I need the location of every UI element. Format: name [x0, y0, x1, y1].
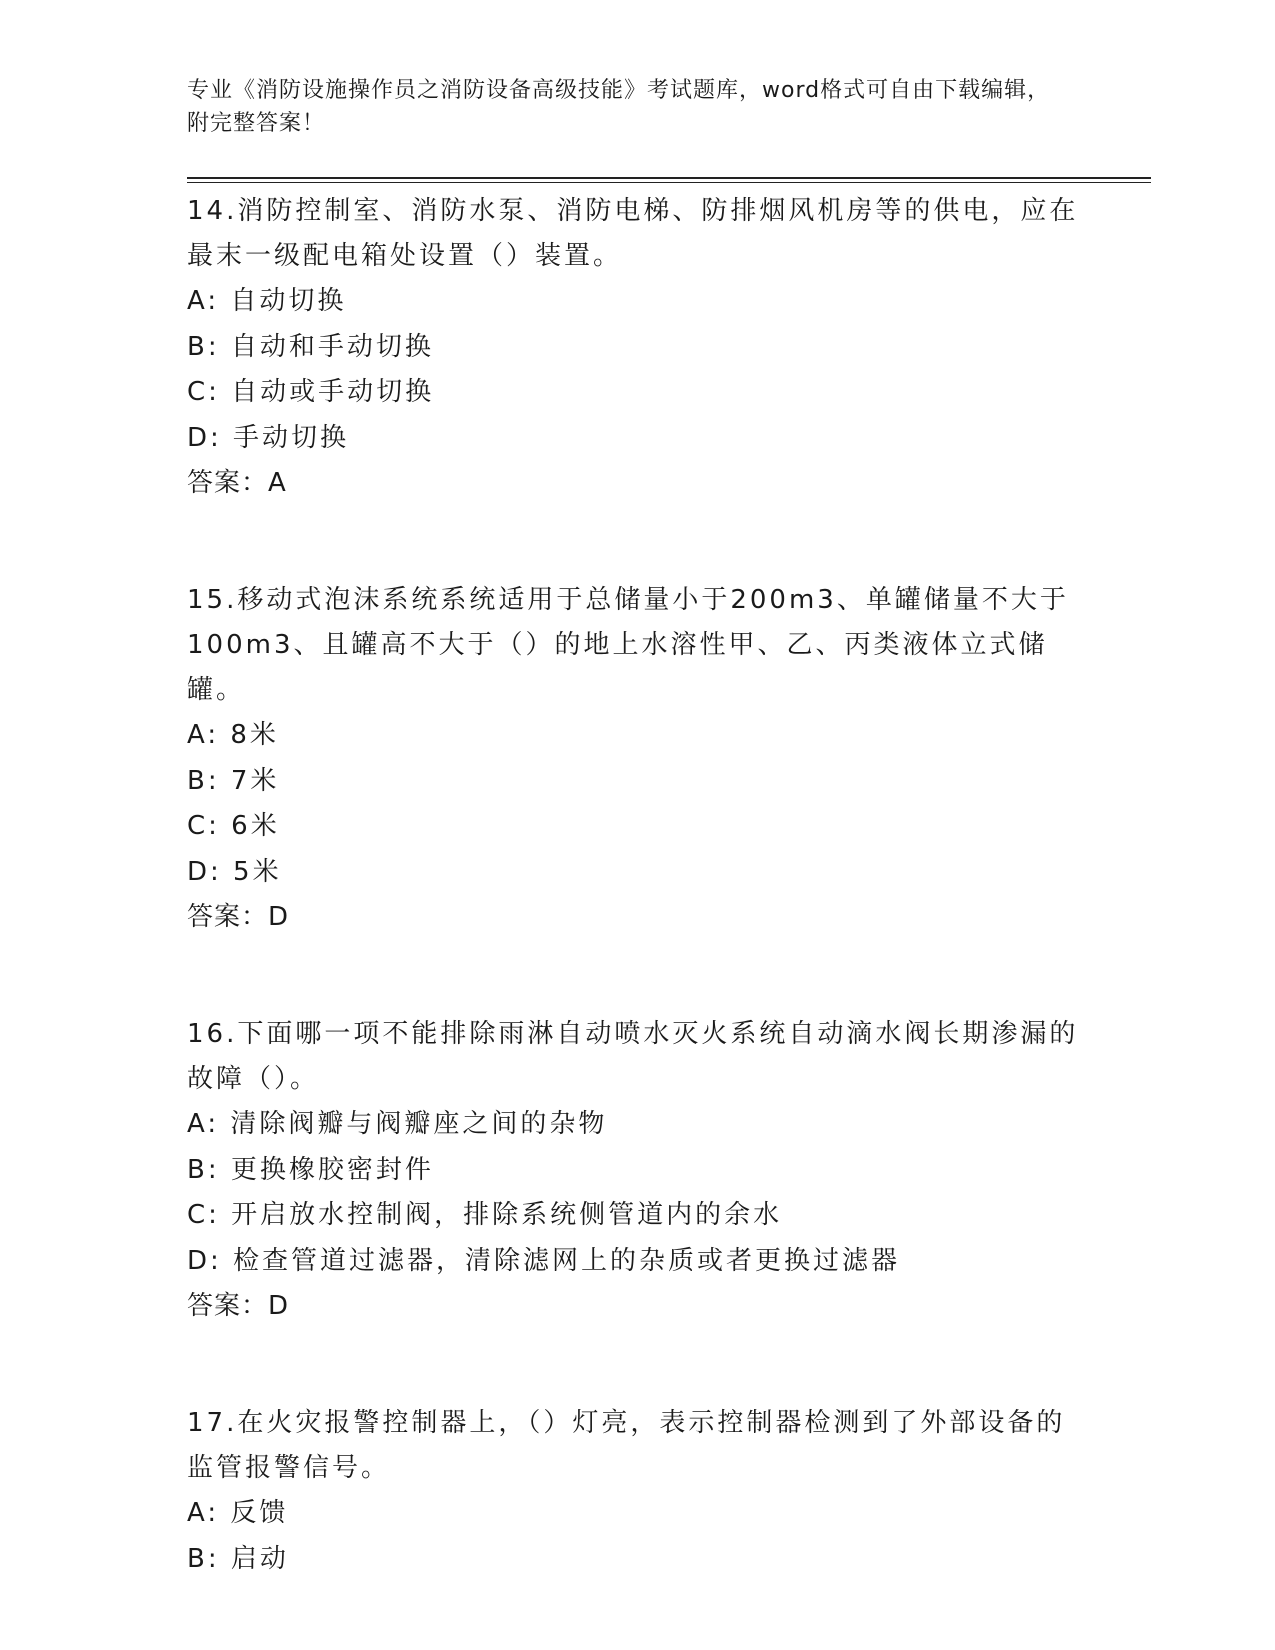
option-a: A: 反馈	[187, 1498, 289, 1528]
document-header: 专业《消防设施操作员之消防设备高级技能》考试题库，word格式可自由下载编辑，附完整答案！	[187, 78, 1051, 136]
option-c: C: 自动或手动切换	[187, 377, 435, 407]
question-14	[187, 189, 1087, 506]
option-d: D: 检查管道过滤器，清除滤网上的杂质或者更换过滤器	[187, 1245, 901, 1276]
option-b: B: 启动	[187, 1543, 289, 1574]
header-divider	[187, 177, 1151, 183]
option-c: C: 开启放水控制阀，排除系统侧管道内的余水	[187, 1200, 783, 1230]
option-a: A: 清除阀瓣与阀瓣座之间的杂物	[187, 1109, 608, 1139]
question-answer: 答案：D	[187, 902, 290, 932]
option-a: A: 8米	[187, 720, 279, 750]
option-b: B: 自动和手动切换	[187, 331, 434, 362]
question-spacer	[187, 1329, 1087, 1401]
question-answer: 答案：D	[187, 1291, 290, 1321]
question-spacer	[187, 940, 1087, 1012]
option-c: C: 6米	[187, 811, 280, 841]
option-b: B: 7米	[187, 765, 280, 796]
question-16	[187, 1012, 1087, 1329]
question-stem: 16.下面哪一项不能排除雨淋自动喷水灭火系统自动滴水阀长期渗漏的故障（）。	[187, 1019, 1079, 1094]
question-list	[187, 189, 1087, 1582]
question-15	[187, 578, 1087, 940]
option-a: A: 自动切换	[187, 286, 347, 316]
option-d: D: 手动切换	[187, 422, 350, 453]
question-stem: 14.消防控制室、消防水泵、消防电梯、防排烟风机房等的供电，应在最末一级配电箱处设置（）装置。	[187, 196, 1079, 271]
question-17	[187, 1401, 1087, 1582]
question-answer: 答案：A	[187, 468, 287, 498]
option-d: D: 5米	[187, 856, 282, 887]
question-spacer	[187, 506, 1087, 578]
option-b: B: 更换橡胶密封件	[187, 1154, 434, 1185]
question-stem: 17.在火灾报警控制器上，（）灯亮，表示控制器检测到了外部设备的监管报警信号。	[187, 1408, 1066, 1483]
question-stem: 15.移动式泡沫系统系统适用于总储量小于200m3、单罐储量不大于100m3、且罐高不大于（）的地上水溶性甲、乙、丙类液体立式储罐。	[187, 585, 1069, 705]
